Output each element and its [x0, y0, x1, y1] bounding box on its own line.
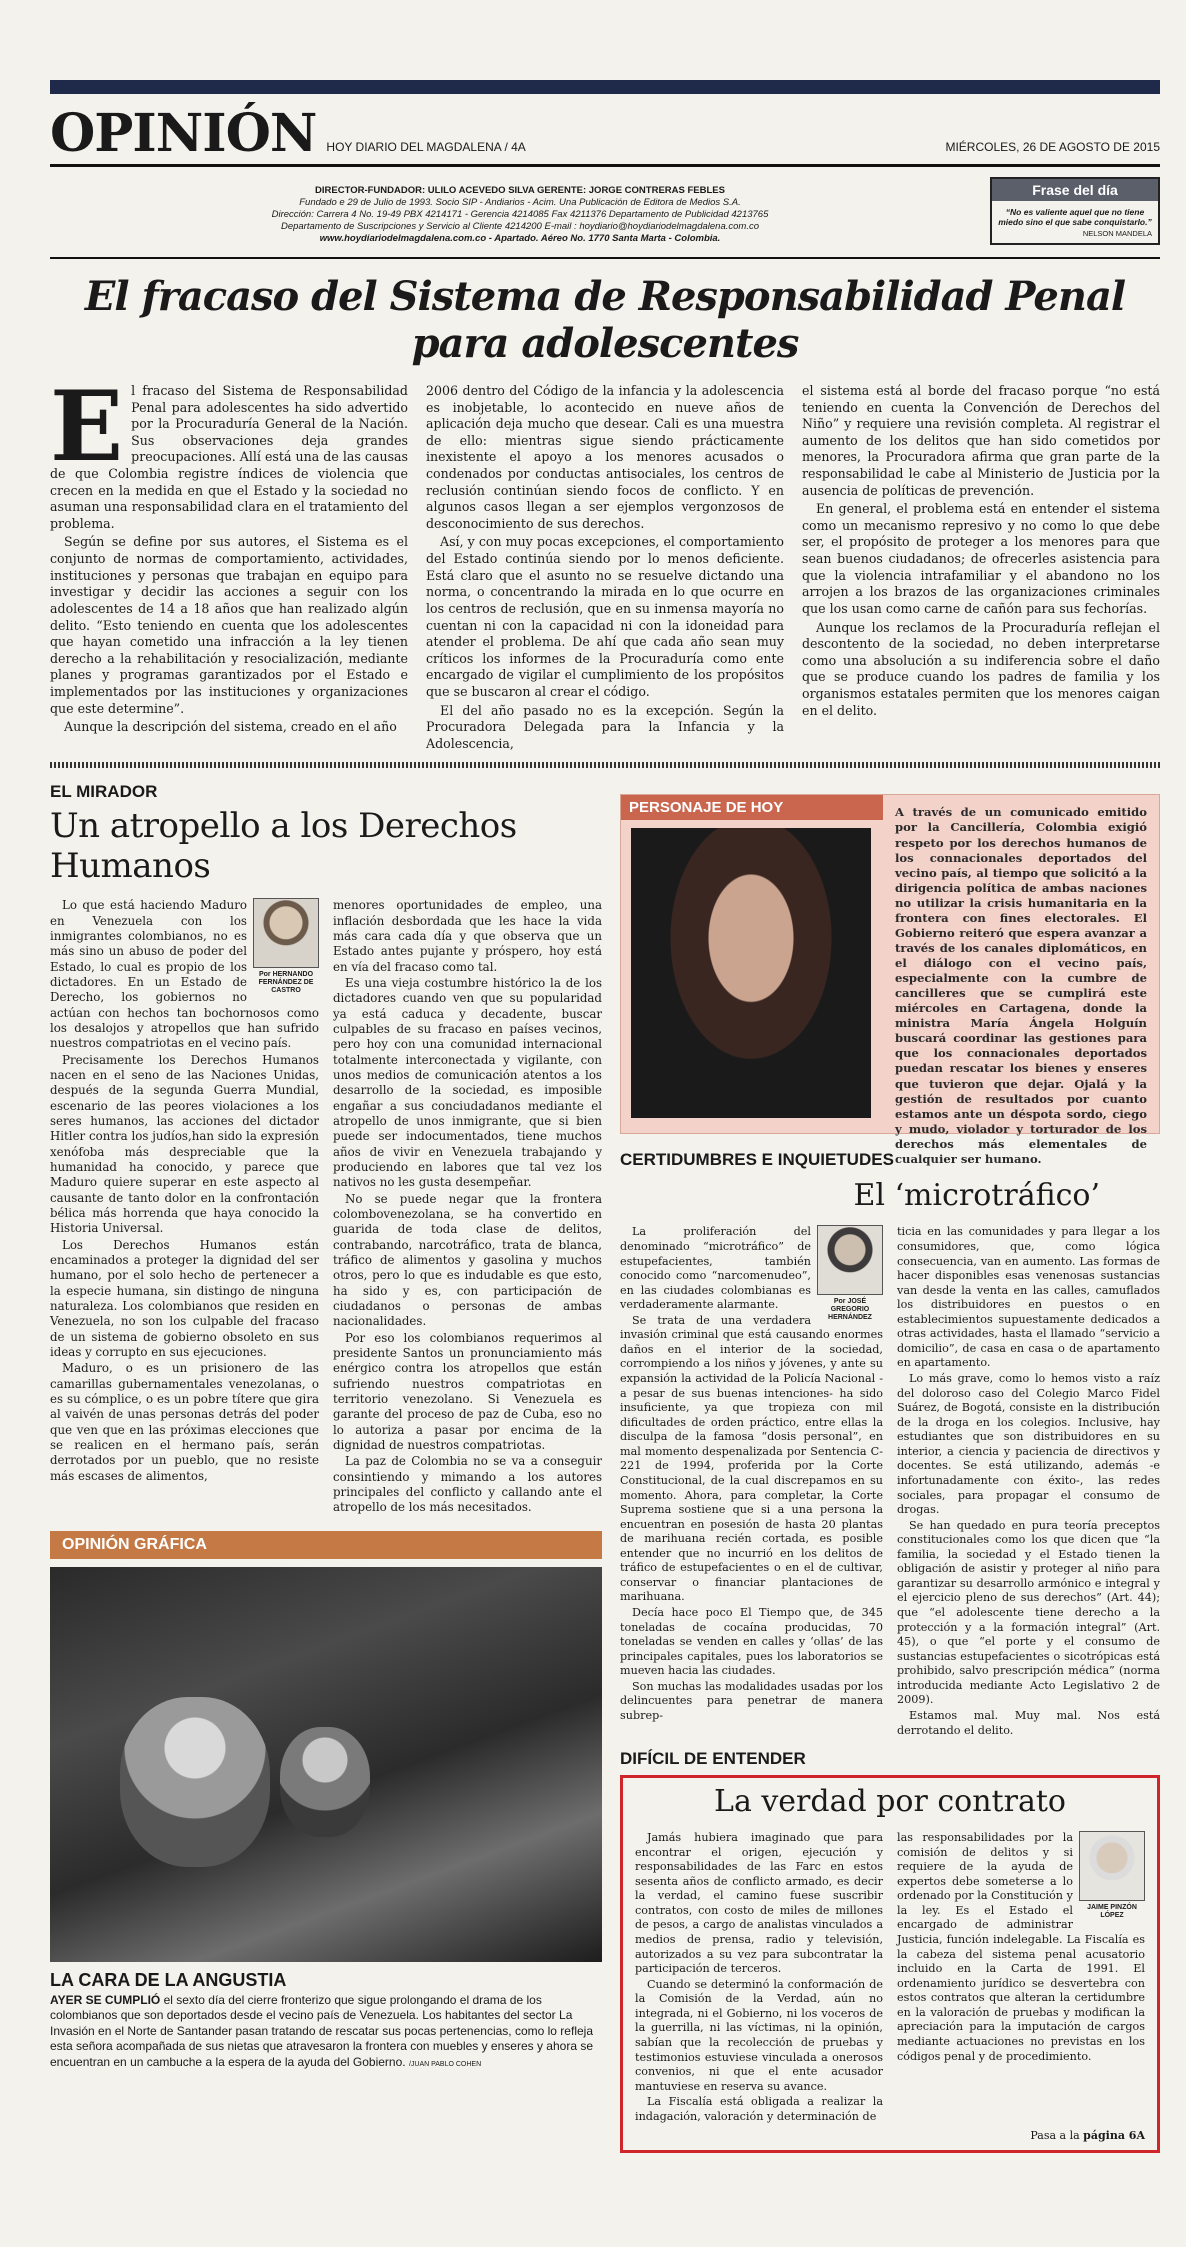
dificil-column-2 [897, 1831, 1145, 2125]
author-name: Por HERNANDO FERNÁNDEZ DE CASTRO [258, 971, 314, 994]
dificil-body [635, 1831, 1145, 2125]
credits-line: DIRECTOR-FUNDADOR: ULILO ACEVEDO SILVA GERENTE: JORGE CONTRERAS FEBLES [315, 185, 725, 196]
paragraph: Es una vieja costumbre histórico la de los dictadores cuando ven que su popularidad ya está caduca y decadente, buscar culpables de su fracaso en países vecinos, pero hoy con una comunidad internacional totalmente interconectada y vigilante, con unos medios de comunicación atentos a los desarrollo de la sociedad, es imposible engañar a sus conciudadanos mediante el atropello de unos inmigrante, que si bien puede ser indocumentados, tiene muchos años de vivir en Venezuela trabajando y produciendo en labores que tal vez los nativos no les gusta desempeñar. [333, 976, 602, 1190]
paragraph: Lo más grave, como lo hemos visto a raíz del doloroso caso del Colegio Marco Fidel Suárez, de Bogotá, consiste en la distribución de la droga en los colegios. Inclusive, hay estudiantes que son distribuidores en su interior, a ciencia y paciencia de directivos y docentes. Se está utilizando, además -e infortunadamente con éxito-, las redes sociales, para propagar el consumo de drogas. [897, 1372, 1160, 1517]
personaje-photo-area [621, 795, 883, 1133]
credits-line: Fundado e 29 de Julio de 1993. Socio SIP - Andiarios - Acim. Una Publicación de Editora de Medios S.A. [299, 196, 741, 208]
section-divider [50, 762, 1160, 768]
certidumbres-column-1 [620, 1225, 883, 1739]
paragraph: Lo que está haciendo Maduro en Venezuela con los inmigrantes colombianos, no es más sino un abuso de poder del Estado, lo cual es propio de los dictadores. En un Estado de Derecho, los gobiernos no actúan con hechos tan bochornosos como los desalojos y atropellos que han sufrido nuestros compatriotas en el vecino país. [50, 898, 319, 1051]
paragraph: ticia en las comunidades y para llegar a los consumidores, que, como lógica consecuencia, van en aumento. Las formas de hacer disponibles esas venenosas sustancias van desde la venta en las calles, camuflados los distribuidores en puestos o en establecimientos supuestamente dedicados a otras actividades, hasta el llamado “servicio a domicilio”, de casa en casa o de apartamento en apartamento. [897, 1225, 1160, 1370]
photo-section-title: OPINIÓN GRÁFICA [50, 1531, 602, 1559]
caption-text: el sexto día del cierre fronterizo que sigue prolongando el drama de los colombianos que son deportados desde el vecino país de Venezuela. Los habitantes del sector La Invasión en el Norte de Santander pasan tratando de rescatar sus pocas pertenencias, como lo refleja esta señora acompañada de sus nietas que atravesaron la frontera con muebles y enseres y ahora se encuentran en un cambuche a la espera de la ayuda del Gobierno. [50, 1992, 593, 2069]
author-box [817, 1225, 883, 1321]
author-name: Por JOSÉ GREGORIO HERNÁNDEZ [828, 1298, 872, 1321]
paragraph: Por eso los colombianos requerimos al presidente Santos un pronunciamiento más enérgico contra los atropellos que están sufriendo nuestros compatriotas en territorio venezolano. Si Venezuela es garante del proceso de paz de Cuba, eso no lo autoriza a pasar por encima de la dignidad de nuestros compatriotas. [333, 1330, 602, 1452]
paragraph-text: l fracaso del Sistema de Responsabilidad Penal para adolescentes ha sido advertido por la Procuraduría General de la Nación. Sus observaciones deja grandes preocupaciones. Allí está una de las causas de que Colombia registre índices de violencia que crecen en la medida en que el Estado y la sociedad no asuman una responsabilidad clara en el tratamiento del problema. [50, 383, 408, 531]
paragraph: La paz de Colombia no se va a conseguir consintiendo y mimando a los autores principales del conflicto y callando ante el atropello de los más necesitados. [333, 1454, 602, 1515]
photo-caption-title: LA CARA DE LA ANGUSTIA [50, 1969, 287, 1990]
paragraph: menores oportunidades de empleo, una inflación desbordada que les hace la vida más cara cada día y que observa que un Estado antes pujante y próspero, hoy está en vía del fracaso como tal. [333, 898, 602, 974]
masthead-left [50, 103, 526, 164]
paragraph: el sistema está al borde del fracaso porque “no está teniendo en cuenta la Convención de Derechos del Niño” y requiere una revisión completa. Al registrar el aumento de los delitos que han sido cometidos por menores, la Procuradora afirma que gran parte de la responsabilidad le cabe al Ministerio de Justicia por la ausencia de políticas de prevención. [802, 383, 1160, 498]
paragraph: Aunque los reclamos de la Procuraduría reflejan el descontento de la sociedad, no deben interpretarse como una absolución a su indiferencia sobre el daño que se produce cuando los padres de familia y los organismos estatales permiten que los menores caigan en el delito. [802, 619, 1160, 718]
editorial-column-1 [50, 370, 408, 754]
paragraph: Así, y con muy pocas excepciones, el comportamiento del Estado continúa siendo por lo menos deficiente. Está claro que el asunto no se resuelve dictando una norma, o concentrando la mirada en lo que ocurre en los centros de reclusión, que en su inmensa mayoría no cuentan ni con la capacidad ni con la idoneidad para atender el problema. De ahí que cada año sean muy críticos los informes de la Procuraduría como ente encargado de vigilar el cumplimiento de los propósitos que se buscaron al crear el código. [426, 534, 784, 699]
paragraph: El del año pasado no es la excepción. Según la Procuradora Delegada para la Infancia y la Adolescencia, [426, 702, 784, 751]
paragraph: Se han quedado en pura teoría preceptos constitucionales como los que dicen que “la familia, la sociedad y el Estado tienen la obligación de asistir y proteger al niño para garantizar su desarrollo armónico e integral y el ejercicio pleno de sus derechos” (Art. 44); que “el adolescente tiene derecho a la protección y a la formación integral” (Art. 45), o que “el porte y el consumo de sustancias estupefacientes o sicotrópicas está prohibido, salvo prescripción médica” (norma introducida mediante Acto Legislativo 2 de 2009). [897, 1518, 1160, 1707]
paragraph: Jamás hubiera imaginado que para encontrar el origen, ejecución y responsabilidades de las Farc en estos sesenta años de conflicto armado, es decir la verdad, el camino fuese suscribir contratos, con costo de miles de millones de pesos, a cargo de analistas vinculados a medios de prensa, radio y televisión, autorizados a su vez para subcontratar la participación de terceros. [635, 1831, 883, 1976]
quote-text: “No es valiente aquel que no tiene miedo sino el que sabe conquistarlo.” [998, 207, 1152, 227]
paragraph [50, 370, 408, 532]
personaje-title: PERSONAJE DE HOY [621, 795, 883, 820]
credits-line: Departamento de Suscripciones y Servicio al Cliente 4214200 E-mail : hoydiario@hoydiariodelmagdalena.com.co [280, 220, 760, 232]
divider [50, 257, 1160, 259]
highlighted-column-box [620, 1775, 1160, 2153]
column-kicker: CERTIDUMBRES E INQUIETUDES [620, 1150, 894, 1170]
paragraph: 2006 dentro del Código de la infancia y la adolescencia es inobjetable, lo acontecido en nueve años de aplicación deja mucho que desear. Cali es una muestra de ello: mientras sigue siendo prácticamente inexistente el apoyo a los menores acusados o condenados por conductas antisociales, los centros de reclusión continúan siendo focos de conflicto. Y en algunos casos llegan a ser ejemplos vergonzosos de desconocimiento de sus derechos. [426, 383, 784, 531]
drop-cap: E [50, 370, 124, 483]
paper-name: HOY DIARIO DEL MAGDALENA / 4A [326, 140, 526, 154]
editorial-column-3 [802, 383, 1160, 754]
paragraph: Según se define por sus autores, el Sistema es el conjunto de normas de comportamiento, actividades, instituciones y personas que trabajan en equipo para investigar y decidir las acciones a seguir con los adolescentes de 14 a 18 años que han realizado algún delito. “Esto teniendo en cuenta que los adolescentes que hayan cometido una infracción a la ley tienen derecho a la rehabilitación y resocialización, mediante planes y programas garantizados por el Estado e implementados por las instituciones y organizaciones que este determine”. [50, 534, 408, 716]
certidumbres-column-2 [897, 1225, 1160, 1739]
credits-line: Dirección: Carrera 4 No. 19-49 PBX 4214171 - Gerencia 4214085 Fax 4211376 Departamento de Publicidad 4213765 [271, 208, 769, 220]
paragraph: En general, el problema está en entender el sistema como un mecanismo represivo y no como lo que debe ser, el propósito de proteger a los menores para que sean buenos ciudadanos; de ofrecerles asistencia para que la violencia intrafamiliar y el abandono no los arrojen a los brazos de las organizaciones criminales que los usan como carne de cañón para sus fechorías. [802, 501, 1160, 616]
author-photo [817, 1225, 883, 1295]
paragraph: Son muchas las modalidades usadas por los delincuentes para penetrar de manera subrep- [620, 1679, 883, 1722]
credits [50, 173, 990, 245]
right-column [620, 782, 1160, 2153]
credits-row [50, 173, 1160, 245]
newspaper-page [50, 80, 1160, 2153]
continued-page-link[interactable]: página 6A [1083, 2129, 1145, 2143]
personaje-photo [631, 828, 871, 1118]
news-photo [50, 1567, 602, 1962]
issue-date: MIÉRCOLES, 26 DE AGOSTO DE 2015 [945, 140, 1160, 154]
column-title: Un atropello a los Derechos Humanos [50, 806, 517, 887]
section-title: OPINIÓN [50, 103, 317, 164]
author-name: JAIME PINZÓN LÓPEZ [1087, 1904, 1137, 1919]
mirador-column-1 [50, 898, 319, 1516]
paragraph: Aunque la descripción del sistema, creado en el año [64, 719, 397, 735]
masthead [50, 94, 1160, 167]
mirador-column-2 [333, 898, 602, 1516]
column-title: El ‘microtráfico’ [853, 1178, 1100, 1214]
left-column [50, 782, 602, 2153]
column-kicker: EL MIRADOR [50, 782, 158, 802]
paragraph: Los Derechos Humanos están encaminados a proteger la dignidad del ser humano, por el solo hecho de pertenecer a la especie humana, sin distingo de ninguna naturaleza. Los colombianos que residen en Venezuela, no son los culpable del fracaso de un sistema de gobierno obsoleto en sus ideas y corrupto en sus ejecuciones. [50, 1237, 319, 1359]
dificil-column-1 [635, 1831, 883, 2125]
paragraph: La proliferación del denominado “microtráfico” de estupefacientes, también conocido como “narcomenudeo”, en las ciudades colombianas es verdaderamente alarmante. [620, 1225, 811, 1312]
column-title: La verdad por contrato [714, 1784, 1066, 1820]
top-color-bar [50, 80, 1160, 94]
column-kicker: DIFÍCIL DE ENTENDER [620, 1749, 806, 1769]
continued-note [635, 2129, 1145, 2142]
quote-title: Frase del día [992, 179, 1158, 201]
photo-caption [50, 1993, 602, 2071]
paragraph: Estamos mal. Muy mal. Nos está derrotando el delito. [897, 1708, 1160, 1737]
paragraph: Precisamente los Derechos Humanos nacen en el seno de las Naciones Unidas, después de la segunda Guerra Mundial, escenario de las peores violaciones a los seres humanos, las acciones del dictador Hitler contra los judíos,han sido la expresión xenófoba más despreciable que la humanidad ha conocido, y parece que Maduro quiere superar en este aspecto al causante de tanto dolor en la confrontación bélica más horrenda que haya conocido la Historia Universal. [50, 1052, 319, 1236]
certidumbres-body [620, 1225, 1160, 1739]
quote-author: NELSON MANDELA [1082, 229, 1152, 238]
author-box [1079, 1831, 1145, 1919]
quote-of-day-box [990, 177, 1160, 245]
paragraph: las responsabilidades por la comisión de delitos y si requiere de la ayuda de expertos debe someterse a lo ordenado por la Constitución y la ley. Es el Estado el encargado de administrar Justicia, función indelegable. La Fiscalía es la cabeza del sistema penal acusatorio incluido en la Carta de 1991. El ordenamiento jurídico se desvertebra con estos contratos que alteran la certidumbre en la valoración de pruebas y modifican la apreciación para la imputación de cargos mediante actuaciones no previstas en los códigos penal y de procedimiento. [897, 1831, 1145, 2063]
editorial-headline: El fracaso del Sistema de Responsabilidad Penal para adolescentes [84, 273, 1126, 367]
paragraph: Decía hace poco El Tiempo que, de 345 toneladas de cocaína producidas, 70 toneladas se venden en calles y ‘ollas’ de las principales capitales, pues los laboratorios se mueven hacia las ciudades. [620, 1606, 883, 1678]
paragraph: Maduro, o es un prisionero de las camarillas gubernamentales venezolanas, o es su cómplice, o es un pobre títere que gira al vaivén de unas personas detrás del poder que ven que en las próximas elecciones que se realicen en el hermano país, serán derrotados por un pueblo, que no resiste más escases de alimentos, [50, 1361, 319, 1483]
continued-label: Pasa a la [1030, 2129, 1080, 2143]
mirador-body [50, 898, 602, 1516]
editorial-column-2 [426, 383, 784, 754]
author-box [253, 898, 319, 994]
author-photo [253, 898, 319, 968]
paragraph: No se puede negar que la frontera colombovenezolana, se ha convertido en guarida de toda clase de delitos, contrabando, narcotráfico, trata de blanca, tráfico de alimentos y gasolina y muchos otros, pero lo que es indudable es que esto, ha sido y es, con participación de ciudadanos o personas de ambas nacionalidades. [333, 1191, 602, 1329]
caption-lead: AYER SE CUMPLIÓ [50, 1992, 161, 2007]
editorial-body [50, 370, 1160, 754]
photo-credit: /JUAN PABLO COHEN [408, 2060, 482, 2068]
credits-line: www.hoydiariodelmagdalena.com.co - Apartado. Aéreo No. 1770 Santa Marta - Colombia. [319, 232, 721, 244]
paragraph: La Fiscalía está obligada a realizar la indagación, valoración y determinación de [635, 2095, 883, 2123]
lower-section [50, 782, 1160, 2153]
paragraph: Cuando se determinó la conformación de la Comisión de la Verdad, aún no integrada, ni el Gobierno, ni los voceros de la guerrilla, ni las víctimas, ni la opinión, sabían que la recolección de pruebas y testimonios estuviese vinculada a onerosos convenios, ni que el ente acusador mantuviese en reserva su avance. [635, 1977, 883, 2093]
paragraph: Se trata de una verdadera invasión criminal que está causando enormes daños en el interior de la sociedad, corrompiendo a los niños y jóvenes, y ante su expansión la actividad de la Policía Nacional -a pesar de sus buenas intenciones- ha sido insuficiente, ya que tropieza con mil dificultades de orden práctico, entre ellas la disculpa de la famosa “dosis personal”, en mal momento despenalizada por Sentencia C-221 de 1994, proferida por la Corte Constitucional, de la cual discrepamos en su momento. Ahora, para completar, la Corte Suprema sostiene que si a una persona la encuentran en posesión de hasta 20 plantas de marihuana recién cortada, es posible entender que no incurrió en los delitos de tráfico de estupefacientes o en el de cultivar, conservar o financiar plantaciones de marihuana. [620, 1313, 883, 1604]
personaje-text: A través de un comunicado emitido por la Cancillería, Colombia exigió respeto por los derechos humanos de los connacionales deportados del vecino país, al tiempo que solicitó a la dirigencia política de ambas naciones no utilizar la crisis humanitaria en la frontera con fines electorales. El Gobierno reiteró que espera avanzar a través de los canales diplomáticos, en el diálogo con el vecino país, especialmente con la cumbre de cancilleres que se cumplirá este miércoles en Cartagena, donde la ministra María Ángela Holguín buscará coordinar las gestiones para que los connacionales deportados puedan rescatar los bienes y enseres que tuvieron que dejar. Ojalá y la gestión de resultados por cuanto estamos ante un déspota sordo, ciego y mudo, violador y torturador de los derechos más elementales de cualquier ser humano. [895, 805, 1147, 1166]
author-photo [1079, 1831, 1145, 1901]
